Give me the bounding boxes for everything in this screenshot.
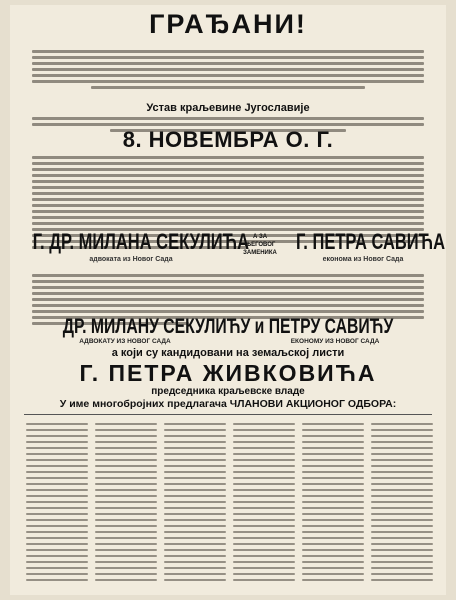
divider (24, 414, 432, 415)
poster-sheet (10, 5, 446, 595)
committee-column-3 (164, 419, 226, 581)
deputy-label-line3: ЗАМЕНИКА (243, 250, 277, 256)
second-names-right-subtitle: ЕКОНОМУ ИЗ НОВОГ САДА (290, 338, 380, 345)
leader-name: Г. ПЕТРА ЖИВКОВИЋА (79, 360, 377, 386)
committee-column-6 (371, 419, 433, 581)
list-line: а који су кандидовани на земаљској листи (111, 347, 345, 359)
date-heading: 8. НОВЕМБРА О. Г. (122, 127, 334, 152)
intro-paragraph (32, 47, 424, 89)
candidate-left-name: Г. ДР. МИЛАНА СЕКУЛИЋА (32, 229, 250, 254)
committee-heading: У име многобројних предлагача ЧЛАНОВИ АКЦИОНОГ ОДБОРА: (59, 398, 397, 410)
second-names-line: ДР. МИЛАНУ СЕКУЛИЋУ и ПЕТРУ САВИЋУ (62, 315, 394, 338)
candidate-right-name: Г. ПЕТРА САВИЋА (296, 229, 446, 254)
candidate-row (16, 229, 446, 269)
committee-column-5 (302, 419, 364, 581)
leader-subtitle: председника краљевске владе (151, 386, 305, 397)
deputy-label-line2: ЊЕГОВОГ (244, 242, 276, 248)
candidate-right-subtitle: економа из Новог Сада (322, 256, 404, 263)
deputy-label-line1: А ЗА (252, 234, 268, 240)
committee-column-4 (233, 419, 295, 581)
committee-column-1 (26, 419, 88, 581)
section-heading: Устав краљевине Југославије (146, 102, 310, 114)
second-names-left-subtitle: АДВОКАТУ ИЗ НОВОГ САДА (79, 338, 171, 345)
deputy-label (240, 233, 280, 257)
candidate-left-subtitle: адвоката из Новог Сада (89, 256, 173, 263)
poster-title: ГРАЂАНИ! (149, 9, 307, 39)
committee-column-2 (95, 419, 157, 581)
